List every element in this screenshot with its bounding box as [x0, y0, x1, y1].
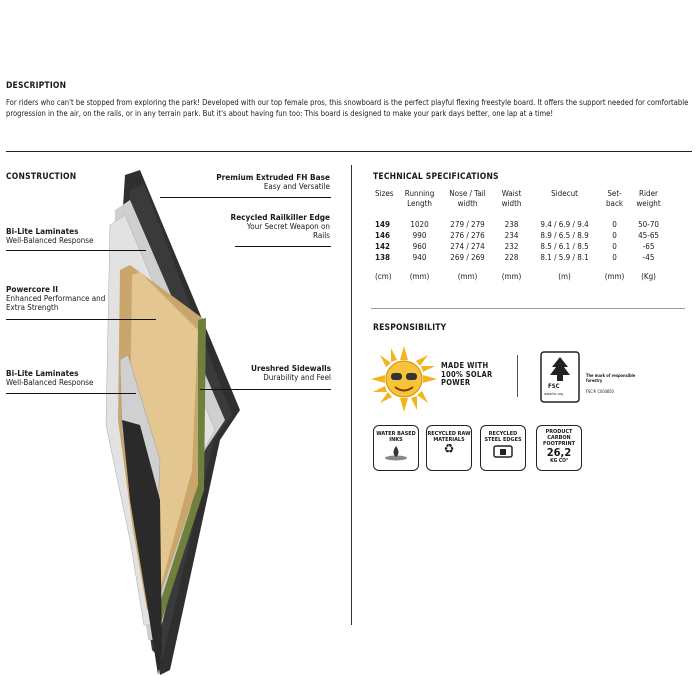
water-drop-icon	[383, 445, 409, 461]
divider	[6, 151, 692, 152]
table-header-row	[371, 189, 668, 219]
col-header: Sidecut	[551, 189, 578, 198]
tech-specs-title: TECHNICAL SPECIFICATIONS	[373, 172, 499, 182]
recycled-steel-edges-badge: RECYCLED STEEL EDGES	[480, 425, 526, 471]
leader-line	[200, 389, 331, 390]
fsc-mark-text: The mark of responsible forestry	[586, 373, 636, 383]
layer-label-sidewall: Ureshred Sidewalls Durability and Feel	[250, 363, 331, 382]
leader-line	[160, 197, 331, 198]
layer-label-core: Powercore II Enhanced Performance and Extra Strength	[6, 284, 106, 312]
divider	[371, 308, 685, 309]
fsc-code: FSC® C004850	[586, 389, 614, 394]
table-units-row: (cm) (mm) (mm) (mm) (m) (mm) (Kg)	[375, 272, 656, 281]
col-header: Nose / Tail width	[449, 189, 486, 208]
carbon-footprint-badge: PRODUCT CARBON FOOTPRINT 26,2 KG CO²	[536, 425, 582, 471]
col-header: Waist width	[501, 189, 522, 208]
description-title: DESCRIPTION	[6, 81, 67, 91]
layer-label-base: Premium Extruded FH Base Easy and Versatile	[216, 172, 330, 191]
col-header: Sizes	[375, 189, 394, 198]
description-text: For riders who can't be stopped from exploring the park! Developed with our top female pros, this snowboard is the perfect playful flexing freestyle board. It offers the support needed for comfortable progression in the air, on the rails, or in any terrain park. But it's about having fun too: This board is designed to make your park days better, one lap at a time!	[6, 98, 689, 119]
recycle-icon: ♻	[443, 442, 455, 457]
carbon-value: 26,2	[546, 446, 572, 459]
tech-specs-table	[371, 189, 668, 282]
table-row: 146 990 276 / 276 234 8.9 / 6.5 / 8.9 0 45-65	[375, 231, 659, 240]
water-based-inks-badge: WATER BASED INKS	[373, 425, 419, 471]
solar-power-label: MADE WITH 100% SOLAR POWER	[441, 361, 493, 387]
carbon-unit: KG CO²	[550, 458, 568, 464]
table-row: 142 960 274 / 274 232 8.5 / 6.1 / 8.5 0 -65	[375, 242, 655, 251]
responsibility-title: RESPONSIBILITY	[373, 323, 447, 333]
leader-line	[235, 246, 331, 247]
layer-label-laminate-top: Bi-Lite Laminates Well-Balanced Response	[6, 226, 94, 245]
fsc-text: FSC	[548, 383, 560, 390]
recycled-raw-materials-badge: RECYCLED RAW MATERIALS ♻	[426, 425, 472, 471]
steel-edge-icon	[492, 444, 514, 458]
layer-label-laminate-bottom: Bi-Lite Laminates Well-Balanced Response	[6, 368, 94, 387]
snowboard-layers-illustration	[100, 170, 240, 680]
col-header: Running Length	[404, 189, 435, 208]
leader-line	[6, 250, 146, 251]
table-row: 138 940 269 / 269 228 8.1 / 5.9 / 8.1 0 -45	[375, 253, 655, 262]
construction-title: CONSTRUCTION	[6, 172, 77, 182]
sun-icon	[371, 346, 437, 412]
col-header: Rider weight	[636, 189, 661, 208]
table-row: 149 1020 279 / 279 238 9.4 / 6.9 / 9.4 0 50-70	[375, 220, 659, 229]
layer-label-edge: Recycled Railkiller Edge Your Secret Weapon on Rails	[230, 212, 330, 240]
fsc-site: www.fsc.org	[544, 392, 564, 396]
col-header: Set-back	[605, 189, 624, 208]
divider	[517, 355, 518, 397]
leader-line	[6, 393, 136, 394]
column-divider	[351, 165, 352, 625]
leader-line	[6, 319, 156, 320]
